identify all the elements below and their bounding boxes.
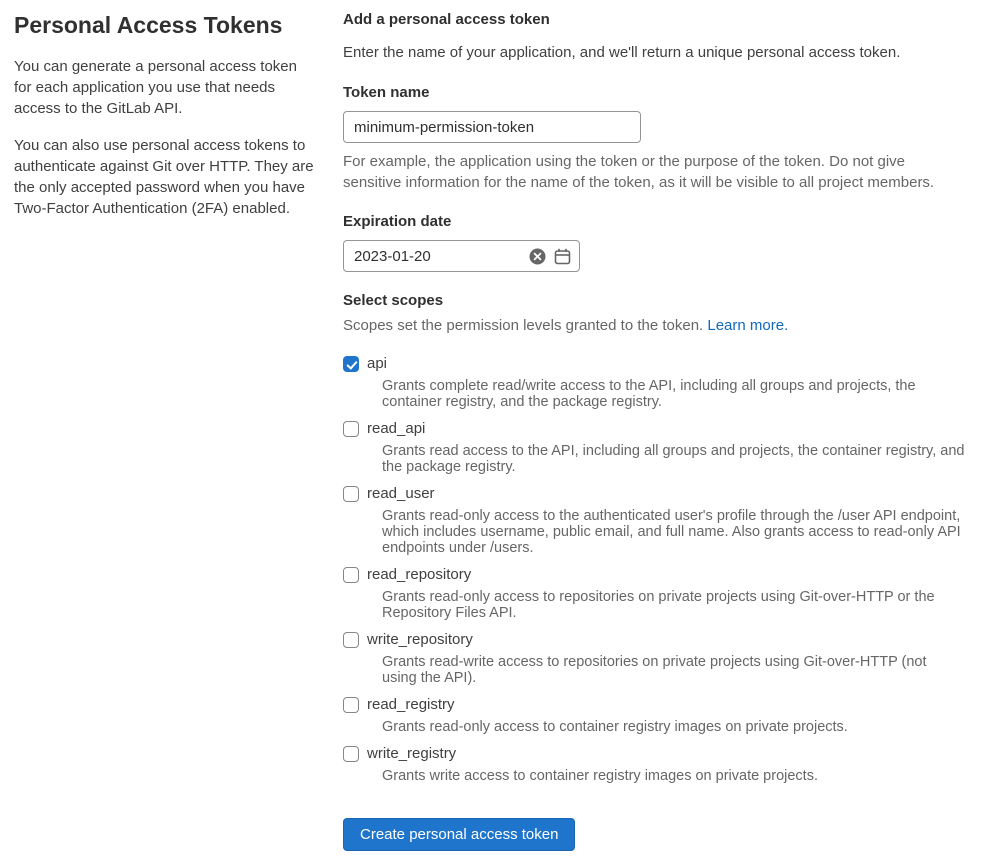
scope-description: Grants read-only access to container registry images on private projects.	[382, 719, 848, 735]
scopes-help-text	[343, 315, 965, 336]
intro-paragraph-2: You can also use personal access tokens to authenticate against Git over HTTP. They are the only accepted password when you have Two-Factor Authentication (2FA) enabled.	[14, 136, 314, 217]
scope-checkbox[interactable]	[343, 697, 359, 713]
select-scopes-label: Select scopes	[343, 292, 444, 309]
form-heading: Add a personal access token	[343, 11, 550, 28]
scopes-list	[343, 354, 965, 784]
scope-checkbox[interactable]	[343, 632, 359, 648]
clear-date-icon[interactable]	[528, 247, 546, 265]
scope-label[interactable]: read_registry	[367, 696, 455, 713]
scope-checkbox[interactable]	[343, 746, 359, 762]
expiration-date-label: Expiration date	[343, 213, 452, 230]
date-input-icons	[528, 240, 571, 272]
form-subheading: Enter the name of your application, and we'll return a unique personal access token.	[343, 44, 901, 61]
scope-option[interactable]	[343, 744, 965, 764]
scope-description: Grants read-only access to the authenticated user's profile through the /user API endpoint, which includes username, public email, and full name. Also grants access to read-only API endpoints under /users.	[382, 508, 961, 556]
scope-option[interactable]	[343, 565, 965, 585]
scope-row	[343, 419, 965, 475]
scope-description: Grants complete read/write access to the API, including all groups and projects, the container registry, and the package registry.	[382, 378, 916, 410]
scope-option[interactable]	[343, 630, 965, 650]
settings-section-description	[14, 10, 314, 851]
scope-label[interactable]: write_repository	[367, 631, 473, 648]
scope-label[interactable]: read_user	[367, 485, 435, 502]
intro-paragraph-1: You can generate a personal access token for each application you use that needs access to the GitLab API.	[14, 57, 297, 117]
scopes-help-span: Scopes set the permission levels granted to the token.	[343, 317, 708, 334]
scope-checkbox[interactable]	[343, 486, 359, 502]
create-token-button[interactable]: Create personal access token	[343, 818, 575, 851]
scope-checkbox[interactable]	[343, 356, 359, 372]
learn-more-link[interactable]: Learn more.	[707, 317, 789, 334]
expiration-date-field	[343, 240, 580, 272]
scope-option[interactable]	[343, 695, 965, 715]
calendar-icon[interactable]	[553, 247, 571, 265]
token-name-label: Token name	[343, 84, 430, 101]
scope-row	[343, 744, 965, 784]
scope-description: Grants write access to container registry images on private projects.	[382, 768, 818, 784]
scope-description: Grants read-write access to repositories on private projects using Git-over-HTTP (not using the API).	[382, 654, 927, 686]
scope-option[interactable]	[343, 419, 965, 439]
scope-row	[343, 565, 965, 621]
token-name-help: For example, the application using the token or the purpose of the token. Do not give sensitive information for the name of the token, as it will be visible to all project members.	[343, 153, 935, 191]
scope-label[interactable]: api	[367, 355, 388, 372]
add-token-form	[343, 10, 965, 851]
token-name-input[interactable]	[343, 111, 641, 143]
scope-label[interactable]: read_repository	[367, 566, 472, 583]
scope-description: Grants read-only access to repositories on private projects using Git-over-HTTP or the Repository Files API.	[382, 589, 935, 621]
page-title: Personal Access Tokens	[14, 12, 283, 38]
scope-label[interactable]: write_registry	[367, 745, 457, 762]
scope-checkbox[interactable]	[343, 567, 359, 583]
scope-row	[343, 630, 965, 686]
scope-label[interactable]: read_api	[367, 420, 426, 437]
scope-option[interactable]	[343, 484, 965, 504]
scope-row	[343, 695, 965, 735]
scope-description: Grants read access to the API, including all groups and projects, the container registry, and the package registry.	[382, 443, 965, 475]
scope-option[interactable]	[343, 354, 965, 374]
scope-checkbox[interactable]	[343, 421, 359, 437]
scope-row	[343, 354, 965, 410]
scope-row	[343, 484, 965, 556]
